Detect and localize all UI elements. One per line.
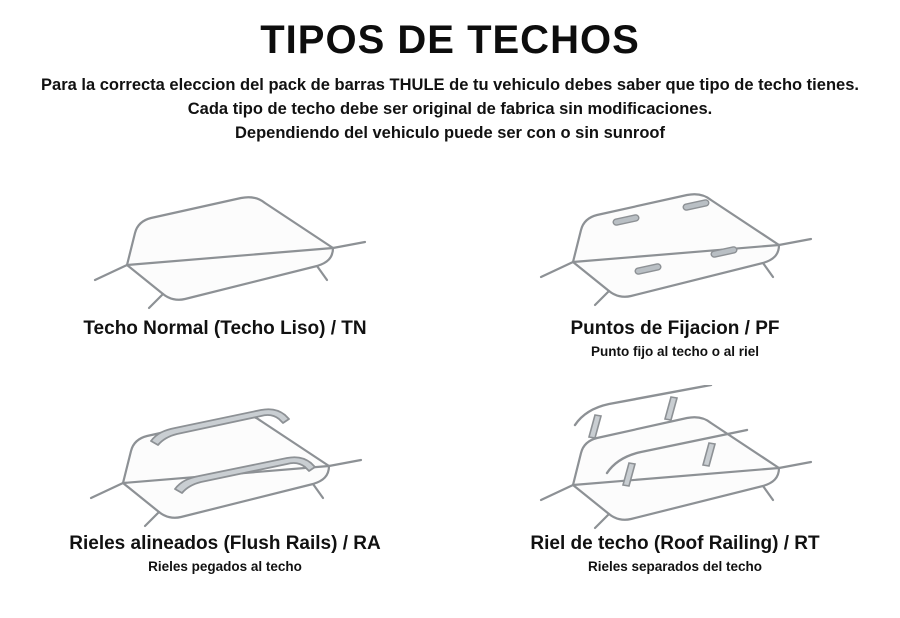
roof-type-subcaption-rt: Rieles separados del techo	[587, 559, 763, 574]
page-title: TIPOS DE TECHOS	[260, 18, 640, 62]
subtitle-line-1: Para la correcta eleccion del pack de barras THULE de tu vehiculo debes saber que tipo de techo tienes.	[41, 76, 859, 94]
roof-type-subcaption-ra: Rieles pegados al techo	[148, 559, 302, 574]
roof-type-subcaption-pf: Punto fijo al techo o al riel	[590, 344, 760, 359]
car-roof-fixpoint-icon	[515, 170, 835, 320]
roof-type-caption-tn: Techo Normal (Techo Liso) / TN	[83, 318, 367, 339]
roof-type-caption-rt: Riel de techo (Roof Railing) / RT	[530, 533, 820, 554]
car-roof-flushrail-icon	[65, 385, 385, 535]
roof-type-card-pf	[450, 168, 900, 393]
car-roof-plain-icon	[65, 170, 385, 320]
page-subtitle	[0, 74, 900, 146]
roof-type-card-tn	[0, 168, 450, 393]
roof-types-grid	[0, 168, 900, 618]
roof-type-card-ra	[0, 383, 450, 608]
poster	[0, 18, 900, 618]
roof-type-caption-pf: Puntos de Fijacion / PF	[570, 318, 780, 339]
subtitle-line-3: Dependiendo del vehiculo puede ser con o sin sunroof	[235, 123, 665, 142]
roof-type-card-rt	[450, 383, 900, 608]
subtitle-line-2: Cada tipo de techo debe ser original de fabrica sin modificaciones.	[187, 99, 713, 118]
roof-type-caption-ra: Rieles alineados (Flush Rails) / RA	[69, 533, 381, 554]
car-roof-railing-icon	[515, 385, 835, 535]
